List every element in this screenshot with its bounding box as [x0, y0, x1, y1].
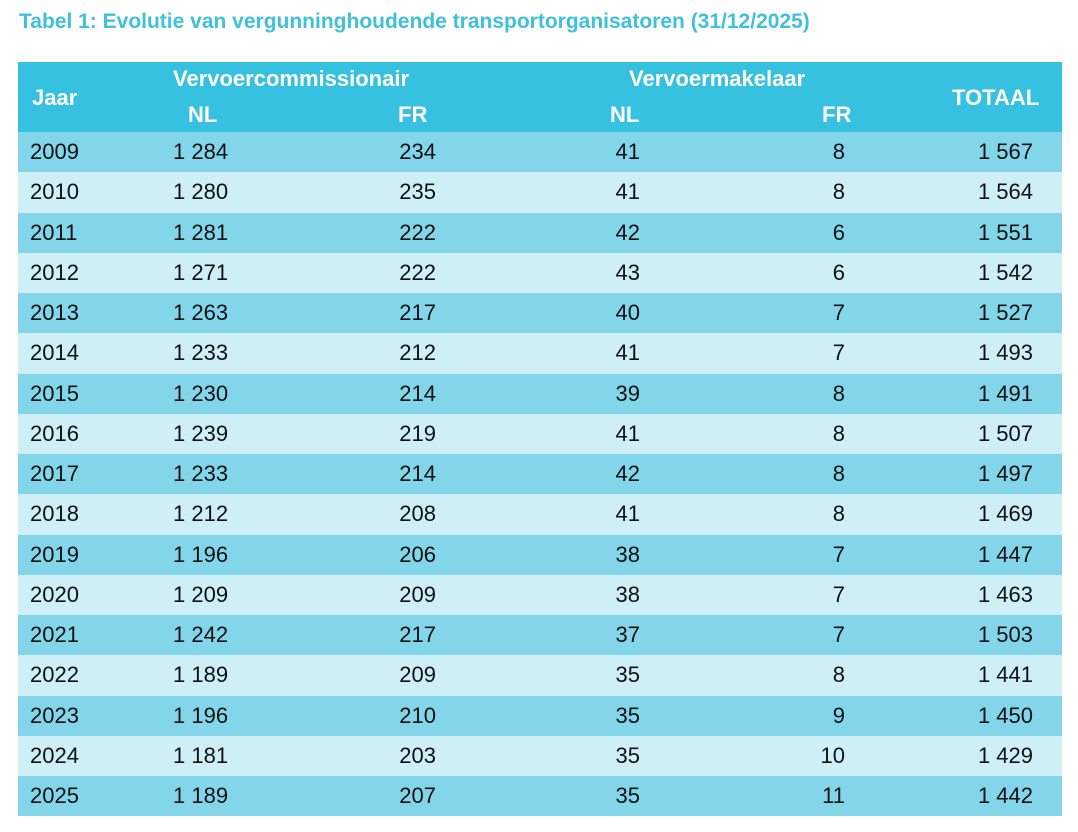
table-row — [18, 776, 1062, 816]
cell-vc-fr: 207 — [399, 783, 436, 808]
cell-totaal: 1 463 — [977, 581, 1033, 607]
table-row — [18, 696, 1062, 736]
table-row — [18, 575, 1062, 615]
cell-jaar: 2018 — [30, 501, 79, 527]
cell-totaal: 1 564 — [977, 179, 1033, 205]
table-row — [18, 736, 1062, 776]
cell-vc-nl: 1 281 — [173, 219, 229, 245]
table-row — [18, 253, 1062, 293]
cell-vm-fr: 7 — [832, 581, 845, 607]
cell-vm-fr: 7 — [832, 340, 845, 366]
cell-vc-nl: 1 233 — [173, 461, 229, 486]
cell-vm-nl: 35 — [615, 783, 640, 808]
cell-vc-fr: 214 — [399, 461, 436, 486]
cell-jaar: 2022 — [30, 662, 79, 688]
table-body — [18, 132, 1062, 816]
cell-vm-fr: 7 — [832, 541, 845, 567]
table-row — [18, 494, 1062, 534]
header-vm-nl: NL — [610, 102, 640, 127]
table-row — [18, 213, 1062, 253]
cell-jaar: 2023 — [30, 702, 79, 728]
cell-jaar: 2020 — [30, 581, 79, 607]
cell-vc-nl: 1 233 — [173, 340, 229, 366]
cell-vc-nl: 1 209 — [173, 581, 229, 607]
table-row — [18, 615, 1062, 655]
cell-jaar: 2014 — [30, 340, 79, 366]
cell-jaar: 2015 — [30, 380, 79, 406]
cell-jaar: 2013 — [30, 300, 79, 325]
cell-vc-fr: 219 — [399, 420, 436, 446]
cell-totaal: 1 527 — [977, 300, 1033, 325]
table-row — [18, 454, 1062, 494]
cell-vm-nl: 41 — [615, 501, 640, 527]
cell-jaar: 2024 — [30, 742, 79, 768]
table-title: Tabel 1: Evolutie van vergunninghoudende transportorganisatoren (31/12/2025) — [19, 10, 810, 33]
cell-totaal: 1 447 — [977, 541, 1033, 567]
cell-vc-nl: 1 271 — [173, 259, 229, 285]
cell-vm-fr: 8 — [832, 420, 845, 446]
cell-vm-fr: 8 — [832, 179, 845, 205]
cell-vc-fr: 217 — [399, 622, 436, 647]
cell-vc-nl: 1 212 — [173, 501, 229, 527]
cell-vc-fr: 234 — [399, 139, 436, 164]
cell-jaar: 2011 — [30, 219, 78, 245]
cell-vm-nl: 40 — [615, 300, 640, 325]
header-vc-fr: FR — [398, 102, 428, 127]
cell-vm-nl: 35 — [615, 662, 640, 688]
header-vc-nl: NL — [188, 102, 218, 127]
cell-vc-nl: 1 242 — [173, 622, 229, 647]
cell-vm-nl: 41 — [615, 340, 640, 366]
cell-vc-nl: 1 239 — [173, 420, 229, 446]
table-row — [18, 132, 1062, 172]
cell-vc-fr: 214 — [399, 380, 436, 406]
cell-vm-fr: 8 — [832, 139, 845, 164]
cell-vc-fr: 212 — [399, 340, 436, 366]
cell-totaal: 1 497 — [977, 461, 1033, 486]
cell-jaar: 2012 — [30, 259, 79, 285]
cell-vm-nl: 35 — [615, 702, 640, 728]
cell-vm-nl: 41 — [615, 179, 640, 205]
header-vervoermakelaar: Vervoermakelaar — [629, 66, 806, 91]
cell-totaal: 1 567 — [977, 139, 1033, 164]
cell-vm-fr: 11 — [822, 783, 845, 808]
cell-jaar: 2021 — [30, 622, 79, 647]
cell-totaal: 1 503 — [977, 622, 1033, 647]
cell-jaar: 2016 — [30, 420, 79, 446]
cell-vm-fr: 7 — [832, 300, 845, 325]
cell-vm-fr: 7 — [832, 622, 845, 647]
cell-totaal: 1 491 — [977, 380, 1033, 406]
cell-totaal: 1 469 — [977, 501, 1033, 527]
cell-vc-nl: 1 196 — [173, 541, 229, 567]
cell-vm-nl: 42 — [615, 461, 640, 486]
data-table — [18, 62, 1062, 816]
header-vm-fr: FR — [822, 102, 852, 127]
cell-vc-nl: 1 230 — [173, 380, 229, 406]
cell-vc-nl: 1 196 — [173, 702, 229, 728]
table-row — [18, 414, 1062, 454]
cell-vc-nl: 1 284 — [173, 139, 229, 164]
cell-vc-fr: 222 — [399, 259, 436, 285]
cell-vc-fr: 217 — [399, 300, 436, 325]
cell-vm-nl: 43 — [615, 259, 640, 285]
header-jaar: Jaar — [32, 85, 78, 110]
cell-vm-nl: 39 — [615, 380, 640, 406]
cell-vm-nl: 42 — [615, 219, 640, 245]
cell-vc-nl: 1 263 — [173, 300, 229, 325]
cell-jaar: 2009 — [30, 139, 79, 164]
cell-vm-fr: 8 — [832, 662, 845, 688]
cell-totaal: 1 442 — [977, 783, 1033, 808]
cell-vm-fr: 10 — [820, 742, 845, 768]
cell-vc-fr: 209 — [399, 581, 436, 607]
cell-vm-fr: 8 — [832, 380, 845, 406]
cell-vm-nl: 38 — [615, 581, 640, 607]
cell-vc-fr: 222 — [399, 219, 436, 245]
cell-jaar: 2010 — [30, 179, 79, 205]
cell-vc-fr: 210 — [399, 702, 436, 728]
cell-vm-fr: 8 — [832, 461, 845, 486]
header-vervoercommissionair: Vervoercommissionair — [173, 66, 410, 91]
cell-vc-fr: 209 — [399, 662, 436, 688]
table-row — [18, 172, 1062, 212]
table-header — [18, 62, 1062, 132]
cell-vc-fr: 203 — [399, 742, 436, 768]
table-row — [18, 374, 1062, 414]
cell-vc-nl: 1 189 — [173, 662, 229, 688]
cell-vc-nl: 1 189 — [173, 783, 229, 808]
cell-totaal: 1 450 — [977, 702, 1033, 728]
cell-totaal: 1 441 — [977, 662, 1033, 688]
table-row — [18, 655, 1062, 695]
cell-vc-fr: 235 — [399, 179, 436, 205]
cell-vm-nl: 35 — [615, 742, 640, 768]
table-row — [18, 293, 1062, 333]
cell-vm-nl: 37 — [615, 622, 640, 647]
cell-vc-fr: 208 — [399, 501, 436, 527]
cell-vm-fr: 8 — [832, 501, 845, 527]
table-row — [18, 535, 1062, 575]
cell-totaal: 1 551 — [977, 219, 1033, 245]
cell-vm-nl: 38 — [615, 541, 640, 567]
cell-totaal: 1 429 — [977, 742, 1033, 768]
cell-vm-fr: 9 — [832, 702, 845, 728]
cell-vm-fr: 6 — [832, 219, 845, 245]
cell-vm-nl: 41 — [615, 420, 640, 446]
cell-vc-nl: 1 181 — [173, 742, 229, 768]
header-totaal: TOTAAL — [952, 85, 1040, 110]
cell-totaal: 1 542 — [977, 259, 1033, 285]
cell-vm-nl: 41 — [615, 139, 640, 164]
cell-vc-nl: 1 280 — [173, 179, 229, 205]
cell-totaal: 1 493 — [977, 340, 1033, 366]
cell-totaal: 1 507 — [977, 420, 1033, 446]
cell-vm-fr: 6 — [832, 259, 845, 285]
cell-jaar: 2025 — [30, 783, 79, 808]
table-row — [18, 333, 1062, 373]
cell-jaar: 2017 — [30, 461, 79, 486]
cell-jaar: 2019 — [30, 541, 79, 567]
cell-vc-fr: 206 — [399, 541, 436, 567]
